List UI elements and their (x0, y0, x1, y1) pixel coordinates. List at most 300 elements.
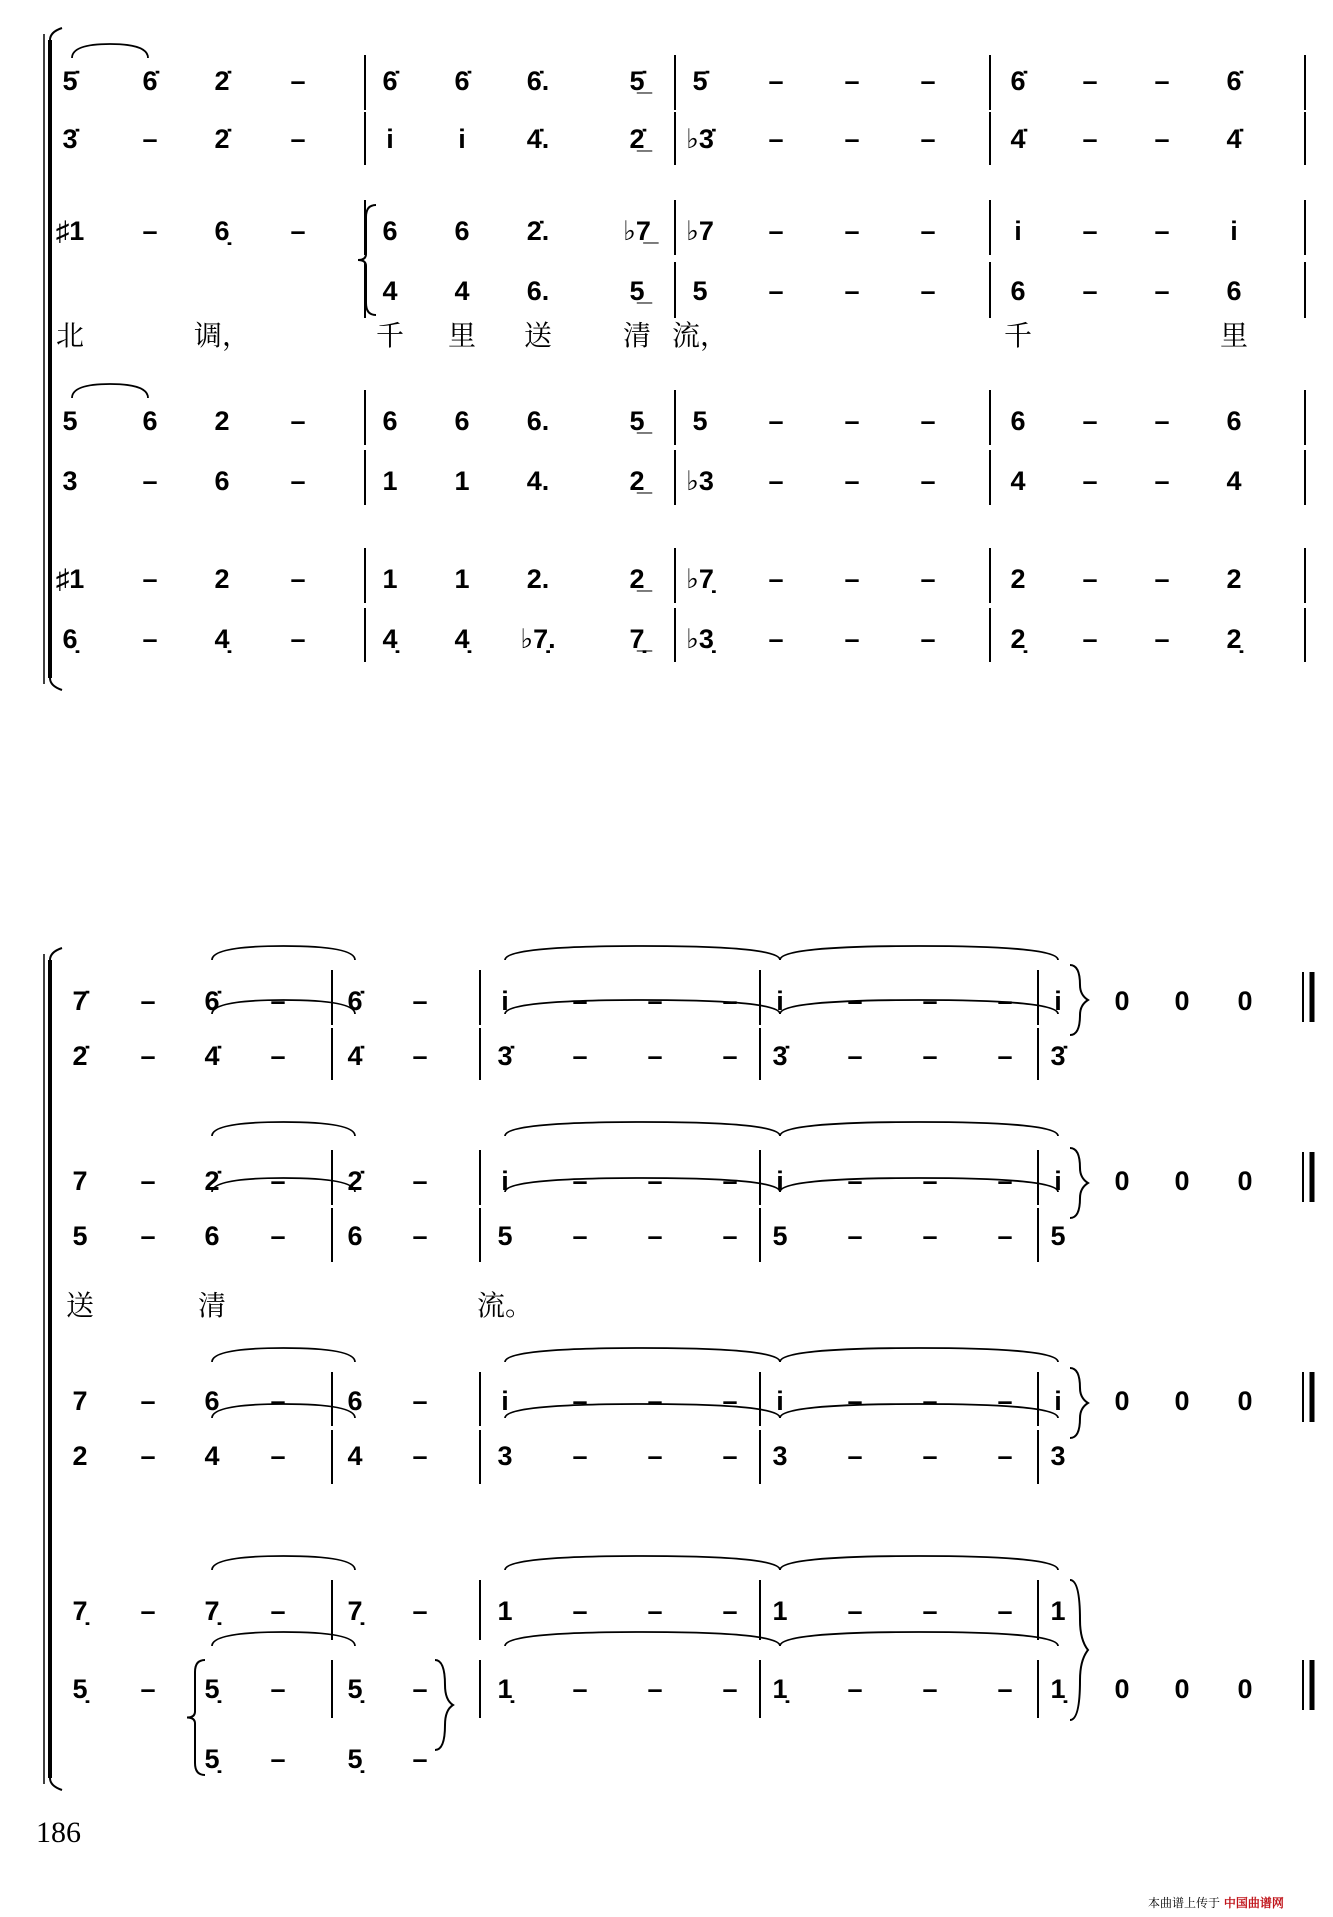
tie-arc (72, 44, 148, 58)
note-dash: – (142, 564, 158, 594)
note-dash: – (847, 1441, 863, 1471)
note: ♭3̣ (686, 624, 714, 654)
note-dash: – (722, 986, 738, 1016)
note-dash: – (844, 276, 860, 306)
rest-zero: 0 (1114, 1386, 1130, 1416)
note: 5̲ (629, 406, 645, 436)
note-dash: – (142, 624, 158, 654)
lyric-char: 千 (1003, 320, 1033, 351)
note: 2̇ (72, 1041, 88, 1071)
tie-arc (505, 1000, 780, 1014)
note: 6. (526, 276, 550, 306)
note: i (501, 1386, 509, 1416)
lyric-char: 流， (671, 320, 729, 351)
lyric-char: 送 (523, 320, 553, 351)
note-dash: – (1082, 66, 1098, 96)
note-dash: – (270, 1386, 286, 1416)
note: 1̣ (772, 1674, 788, 1704)
note-dash: – (1154, 564, 1170, 594)
note-dash: – (270, 1596, 286, 1626)
note: 6̇. (526, 66, 550, 96)
note-dash: – (270, 1221, 286, 1251)
note-dash: – (920, 624, 936, 654)
note: 5 (72, 1221, 88, 1251)
note-dash: – (997, 1596, 1013, 1626)
tie-arc (780, 1404, 1058, 1418)
note-dash: – (290, 66, 306, 96)
note-dash: – (270, 1041, 286, 1071)
note-dash: – (920, 406, 936, 436)
note: 3̇ (772, 1041, 788, 1071)
rest-zero: 0 (1114, 986, 1130, 1016)
note: 4 (1010, 466, 1026, 496)
note-dash: – (1082, 466, 1098, 496)
note: 1 (454, 564, 470, 594)
note: 3̇ (1050, 1041, 1066, 1071)
divisi-brace-close (435, 1660, 453, 1750)
note-dash: – (997, 1041, 1013, 1071)
tie-arc (780, 1556, 1058, 1570)
note-dash: – (722, 1386, 738, 1416)
note: 4̇ (347, 1041, 363, 1071)
rest-zero: 0 (1174, 1166, 1190, 1196)
upload-footer (1148, 1894, 1284, 1911)
chord-brace (358, 205, 376, 315)
note-dash: – (722, 1441, 738, 1471)
note-dash: – (572, 1441, 588, 1471)
note: 5̣ (347, 1744, 363, 1774)
note-dash: – (1154, 406, 1170, 436)
note: 7̇ (72, 986, 88, 1016)
tie-arc (212, 1122, 355, 1136)
note-dash: – (922, 986, 938, 1016)
note: ♭7̲ (623, 216, 651, 246)
note-dash: – (412, 986, 428, 1016)
note-dash: – (922, 1674, 938, 1704)
note-dash: – (647, 1674, 663, 1704)
note-dash: – (412, 1674, 428, 1704)
tie-arc (212, 946, 355, 960)
note: i (458, 124, 466, 154)
note-dash: – (1082, 406, 1098, 436)
note: 2. (526, 564, 550, 594)
note-dash: – (768, 564, 784, 594)
note-dash: – (140, 1441, 156, 1471)
note: 4̣ (214, 624, 230, 654)
note: 2 (72, 1441, 88, 1471)
note: 7 (72, 1386, 88, 1416)
note-dash: – (922, 1041, 938, 1071)
note: ♭7̣ (686, 564, 714, 594)
note-dash: – (412, 1166, 428, 1196)
note-dash: – (1154, 624, 1170, 654)
tie-arc (212, 1632, 355, 1646)
rest-zero: 0 (1174, 986, 1190, 1016)
note: 6 (382, 216, 398, 246)
note-dash: – (290, 216, 306, 246)
note: i (1054, 1386, 1062, 1416)
note: 4 (454, 276, 470, 306)
note-dash: – (847, 1596, 863, 1626)
lyric-char: 流。 (476, 1290, 534, 1321)
note: 6 (204, 1386, 220, 1416)
page-number: 186 (36, 1816, 81, 1849)
note-dash: – (572, 1596, 588, 1626)
note-dash: – (844, 124, 860, 154)
note: 5 (692, 406, 708, 436)
note: i (1054, 986, 1062, 1016)
note-dash: – (1154, 466, 1170, 496)
note: 5̇ (62, 66, 78, 96)
note-dash: – (920, 216, 936, 246)
note-dash: – (722, 1221, 738, 1251)
note: 1̣ (497, 1674, 513, 1704)
note: i (1014, 216, 1022, 246)
system-bracket-top (50, 28, 62, 40)
note-dash: – (412, 1441, 428, 1471)
system-bracket-top (50, 948, 62, 960)
note: 3 (772, 1441, 788, 1471)
note: ♭3̇ (686, 124, 714, 154)
note: 6 (1226, 406, 1242, 436)
note-dash: – (140, 1041, 156, 1071)
note: 3 (497, 1441, 513, 1471)
tie-arc (505, 1122, 780, 1136)
note: 2̣ (1010, 624, 1026, 654)
note-dash: – (920, 124, 936, 154)
note: 6 (1010, 276, 1026, 306)
note-dash: – (572, 1166, 588, 1196)
note: 2̇ (214, 66, 230, 96)
note: 3 (1050, 1441, 1066, 1471)
note-dash: – (768, 624, 784, 654)
note-dash: – (412, 1386, 428, 1416)
note-dash: – (1082, 564, 1098, 594)
note: 1 (772, 1596, 788, 1626)
note: 1 (382, 564, 398, 594)
note-dash: – (572, 1221, 588, 1251)
note-dash: – (922, 1386, 938, 1416)
note: 4̇ (1226, 124, 1242, 154)
note-dash: – (412, 1221, 428, 1251)
note-dash: – (270, 986, 286, 1016)
note: 4̇. (526, 124, 550, 154)
note: 6 (1226, 276, 1242, 306)
note: i (1054, 1166, 1062, 1196)
note: 4. (526, 466, 550, 496)
tie-arc (505, 1178, 780, 1192)
note-dash: – (1082, 216, 1098, 246)
system-bracket-bottom (50, 1778, 62, 1790)
note-dash: – (412, 1744, 428, 1774)
note-dash: – (844, 406, 860, 436)
note: 3̇ (497, 1041, 513, 1071)
rest-zero: 0 (1174, 1386, 1190, 1416)
note: 3 (62, 466, 78, 496)
note: i (386, 124, 394, 154)
note: 2 (214, 564, 230, 594)
note: 2̲ (629, 564, 645, 594)
note-dash: – (920, 466, 936, 496)
note: 3̇ (62, 124, 78, 154)
note-dash: – (768, 276, 784, 306)
note: 4̇ (204, 1041, 220, 1071)
lyric-char: 千 (375, 320, 405, 351)
note-dash: – (572, 1386, 588, 1416)
note-dash: – (997, 1166, 1013, 1196)
note-dash: – (768, 466, 784, 496)
note-dash: – (142, 216, 158, 246)
note: 7̣ (204, 1596, 220, 1626)
note: 2̲ (629, 466, 645, 496)
note-dash: – (922, 1596, 938, 1626)
note: 1 (454, 466, 470, 496)
tie-arc (72, 384, 148, 398)
note: 6̣ (214, 216, 230, 246)
tie-arc (780, 1178, 1058, 1192)
note-dash: – (647, 986, 663, 1016)
note-dash: – (647, 1596, 663, 1626)
note-dash: – (290, 124, 306, 154)
note-dash: – (140, 1596, 156, 1626)
note: 6̣ (62, 624, 78, 654)
lyric-char: 清 (622, 320, 652, 351)
note-dash: – (270, 1441, 286, 1471)
note-dash: – (412, 1041, 428, 1071)
note: 5̲ (629, 276, 645, 306)
note-dash: – (768, 66, 784, 96)
rest-zero: 0 (1114, 1166, 1130, 1196)
note: 4 (1226, 466, 1242, 496)
note: 6̇ (454, 66, 470, 96)
rest-zero: 0 (1237, 1674, 1253, 1704)
note-dash: – (922, 1221, 938, 1251)
note: 2̇ (204, 1166, 220, 1196)
note: 7 (72, 1166, 88, 1196)
note-dash: – (768, 216, 784, 246)
closing-brace (1070, 965, 1088, 1035)
note-dash: – (270, 1744, 286, 1774)
note: 4̇ (1010, 124, 1026, 154)
note: 1 (1050, 1596, 1066, 1626)
tie-arc (780, 1348, 1058, 1362)
closing-brace (1070, 1580, 1088, 1720)
note-dash: – (647, 1441, 663, 1471)
note: 2̣ (1226, 624, 1242, 654)
note-dash: – (922, 1441, 938, 1471)
note: 2̇. (526, 216, 550, 246)
note-dash: – (140, 1221, 156, 1251)
note: 6̇ (1226, 66, 1242, 96)
note: 2̲̇ (629, 124, 645, 154)
note-dash: – (920, 66, 936, 96)
note: i (501, 1166, 509, 1196)
note: 6 (347, 1221, 363, 1251)
note: 5̣ (347, 1674, 363, 1704)
note-dash: – (844, 66, 860, 96)
note: 6̇ (142, 66, 158, 96)
footer-site-logo: 中国曲谱网 (1223, 1896, 1284, 1910)
note: 5 (1050, 1221, 1066, 1251)
note: 5 (692, 276, 708, 306)
note-dash: – (412, 1596, 428, 1626)
note: 4 (204, 1441, 220, 1471)
tie-arc (780, 1632, 1058, 1646)
note: 6 (142, 406, 158, 436)
note: ♯1 (55, 564, 85, 594)
note-dash: – (844, 564, 860, 594)
note-dash: – (844, 466, 860, 496)
note-dash: – (1154, 66, 1170, 96)
note-dash: – (920, 564, 936, 594)
note-dash: – (1154, 276, 1170, 306)
note: ♭7 (686, 216, 714, 246)
note-dash: – (1154, 124, 1170, 154)
note-dash: – (572, 1041, 588, 1071)
closing-brace (1070, 1148, 1088, 1218)
note-dash: – (140, 1386, 156, 1416)
note: 1̣ (1050, 1674, 1066, 1704)
note-dash: – (1082, 276, 1098, 306)
note-dash: – (647, 1166, 663, 1196)
note-dash: – (722, 1041, 738, 1071)
note: 5̣ (204, 1744, 220, 1774)
note: 4̣ (454, 624, 470, 654)
note-dash: – (922, 1166, 938, 1196)
lyric-char: 里 (1219, 320, 1249, 351)
tie-arc (505, 1348, 780, 1362)
note: 5̣ (204, 1674, 220, 1704)
rest-zero: 0 (1174, 1674, 1190, 1704)
note-dash: – (844, 624, 860, 654)
rest-zero: 0 (1237, 1386, 1253, 1416)
rest-zero: 0 (1114, 1674, 1130, 1704)
note: 7̣ (347, 1596, 363, 1626)
note: 4̣ (382, 624, 398, 654)
note: 6 (454, 216, 470, 246)
note: i (501, 986, 509, 1016)
note-dash: – (768, 124, 784, 154)
lyric-char: 调， (193, 320, 251, 351)
lyric-char: 送 (65, 1290, 95, 1321)
note: 6 (214, 466, 230, 496)
note-dash: – (844, 216, 860, 246)
note: ♭7̣. (520, 624, 556, 654)
note: 6 (347, 1386, 363, 1416)
note: 1 (382, 466, 398, 496)
note: 7̲̣ (629, 624, 645, 654)
note: 2̇ (214, 124, 230, 154)
note-dash: – (140, 1166, 156, 1196)
note-dash: – (847, 986, 863, 1016)
system-bracket-bottom (50, 678, 62, 690)
lyric-char: 清 (197, 1290, 227, 1321)
note-dash: – (270, 1166, 286, 1196)
note: 6 (1010, 406, 1026, 436)
note-dash: – (1154, 216, 1170, 246)
note: i (776, 1386, 784, 1416)
note-dash: – (647, 1221, 663, 1251)
note-dash: – (997, 1441, 1013, 1471)
note: ♭3 (686, 466, 714, 496)
note: ♯1 (55, 216, 85, 246)
tie-arc (780, 1000, 1058, 1014)
note-dash: – (140, 986, 156, 1016)
note: 6 (382, 406, 398, 436)
note: i (1230, 216, 1238, 246)
note: 2̇ (347, 1166, 363, 1196)
tie-arc (505, 1404, 780, 1418)
note-dash: – (768, 406, 784, 436)
note-dash: – (722, 1596, 738, 1626)
note-dash: – (847, 1041, 863, 1071)
note: 5 (772, 1221, 788, 1251)
note-dash: – (847, 1221, 863, 1251)
note: 6̇ (204, 986, 220, 1016)
note-dash: – (847, 1386, 863, 1416)
lyric-char: 里 (447, 320, 477, 351)
note: 6̇ (347, 986, 363, 1016)
tie-arc (505, 1632, 780, 1646)
note-dash: – (572, 1674, 588, 1704)
footer-prefix: 本曲谱上传于 (1148, 1896, 1221, 1910)
note-dash: – (997, 1221, 1013, 1251)
note-dash: – (647, 1386, 663, 1416)
tie-arc (780, 946, 1058, 960)
note: i (776, 986, 784, 1016)
note-dash: – (142, 124, 158, 154)
note-dash: – (997, 986, 1013, 1016)
note: 5 (497, 1221, 513, 1251)
note-dash: – (722, 1166, 738, 1196)
note: 2 (214, 406, 230, 436)
note-dash: – (140, 1674, 156, 1704)
note-dash: – (1082, 624, 1098, 654)
note: i (776, 1166, 784, 1196)
note-dash: – (572, 986, 588, 1016)
note: 4 (347, 1441, 363, 1471)
note: 2 (1010, 564, 1026, 594)
note: 5̇ (692, 66, 708, 96)
note: 4 (382, 276, 398, 306)
note-dash: – (290, 624, 306, 654)
note-dash: – (290, 406, 306, 436)
lyric-char: 北 (55, 320, 85, 351)
tie-arc (780, 1122, 1058, 1136)
note: 5̣ (72, 1674, 88, 1704)
note-dash: – (847, 1166, 863, 1196)
note: 6̇ (382, 66, 398, 96)
note-dash: – (647, 1041, 663, 1071)
note: 5̲̇ (629, 66, 645, 96)
tie-arc (212, 1556, 355, 1570)
note: 6 (204, 1221, 220, 1251)
divisi-brace (187, 1660, 205, 1775)
note: 6. (526, 406, 550, 436)
rest-zero: 0 (1237, 986, 1253, 1016)
tie-arc (505, 1556, 780, 1570)
tie-arc (212, 1348, 355, 1362)
closing-brace (1070, 1368, 1088, 1438)
note: 6 (454, 406, 470, 436)
note: 1 (497, 1596, 513, 1626)
note-dash: – (997, 1386, 1013, 1416)
note-dash: – (142, 466, 158, 496)
note-dash: – (997, 1674, 1013, 1704)
note-dash: – (270, 1674, 286, 1704)
note: 5 (62, 406, 78, 436)
note-dash: – (1082, 124, 1098, 154)
